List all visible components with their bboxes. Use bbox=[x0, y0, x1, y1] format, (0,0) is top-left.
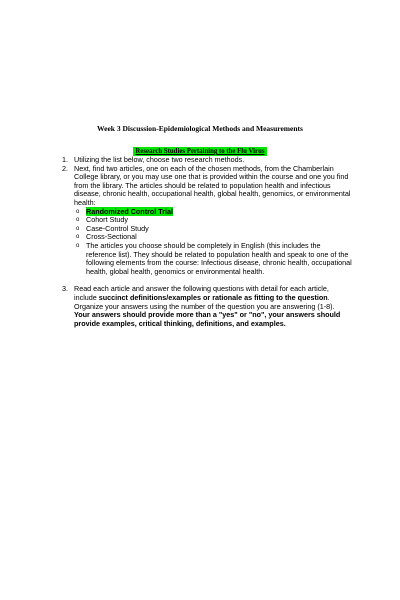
bullet-icon: o bbox=[76, 217, 80, 224]
list-text: Utilizing the list below, choose two research methods. bbox=[74, 155, 245, 164]
item3-bold1: succinct definitions/examples or rationale as fitting to the question bbox=[98, 292, 328, 302]
bullet-icon: o bbox=[76, 225, 80, 232]
item3-bold2: Your answers should provide more than a "yes" or "no", your answers should provide examples, critical thinking, definitions, and examples. bbox=[74, 310, 341, 328]
item3-part2: . Organize your answers using the number of the question you are answering (1-8). bbox=[74, 292, 335, 311]
list-number: 1. bbox=[62, 155, 68, 164]
sub-item-article-requirements bbox=[62, 242, 352, 276]
document-body bbox=[62, 156, 352, 328]
highlighted-method: Randomized Control Trial bbox=[86, 206, 174, 216]
document-subtitle: Research Studies Pertaining to the Flu Virus bbox=[135, 148, 265, 155]
list-item-2 bbox=[62, 165, 352, 208]
list-item-3 bbox=[62, 285, 352, 328]
research-methods-list bbox=[62, 208, 352, 277]
method-text: Cross-Sectional bbox=[86, 232, 137, 242]
item3-part1: Read each article and answer the following questions with detail for each article, include bbox=[74, 284, 329, 302]
list-number: 3. bbox=[62, 284, 68, 294]
method-text: Cohort Study bbox=[86, 215, 128, 225]
bullet-icon: o bbox=[76, 242, 80, 249]
document-title: Week 3 Discussion-Epidemiological Methods and Measurements bbox=[97, 124, 303, 133]
list-number: 2. bbox=[62, 163, 68, 173]
list-text: Next, find two articles, one on each of the chosen methods, from the Chamberlain College library, or you may use one that is provided within the course and one you find from the library. The articles should be related to population health and infectious disease, chronic health, occupational health, global health, genomics, or environmental health: bbox=[74, 163, 351, 207]
method-text: Case-Control Study bbox=[86, 223, 149, 233]
bullet-icon: o bbox=[76, 234, 80, 241]
bullet-icon: o bbox=[76, 208, 80, 215]
requirements-text: The articles you choose should be completely in English (this includes the reference list). They should be related to population health and speak to one of the following elements from the course: Infectious disease, chronic health, occupational health, global health, genomics or environmental health. bbox=[86, 240, 352, 276]
